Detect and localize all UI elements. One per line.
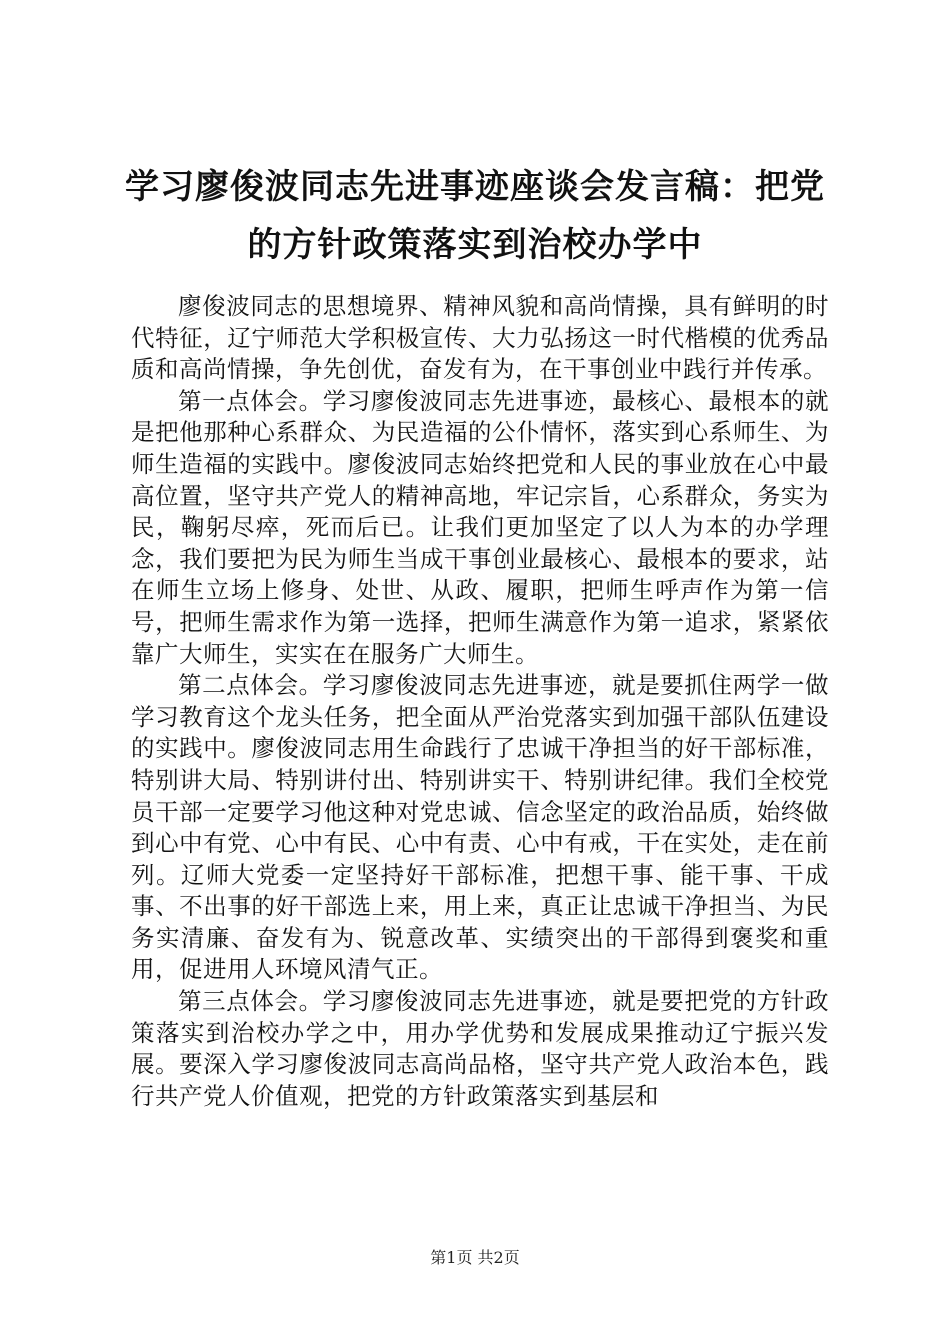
paragraph-intro: 廖俊波同志的思想境界、精神风貌和高尚情操，具有鲜明的时代特征，辽宁师范大学积极宣传、大力弘扬这一时代楷模的优秀品质和高尚情操，争先创优，奋发有为，在干事创业中践行并传承。 [131, 292, 829, 384]
paragraph-point-one: 第一点体会。学习廖俊波同志先进事迹，最核心、最根本的就是把他那种心系群众、为民造福的公仆情怀，落实到心系师生、为师生造福的实践中。廖俊波同志始终把党和人民的事业放在心中最高位置，坚守共产党人的精神高地，牢记宗旨，心系群众，务实为民，鞠躬尽瘁，死而后已。让我们更加坚定了以人为本的办学理念，我们要把为民为师生当成干事创业最核心、最根本的要求，站在师生立场上修身、处世、从政、履职，把师生呼声作为第一信号，把师生需求作为第一选择，把师生满意作为第一追求，紧紧依靠广大师生，实实在在服务广大师生。 [131, 386, 829, 668]
paragraph-point-three: 第三点体会。学习廖俊波同志先进事迹，就是要把党的方针政策落实到治校办学之中，用办学优势和发展成果推动辽宁振兴发展。要深入学习廖俊波同志高尚品格，坚守共产党人政治本色，践行共产党人价值观，把党的方针政策落实到基层和 [131, 987, 829, 1110]
document-body [131, 291, 829, 1112]
document-title: 学习廖俊波同志先进事迹座谈会发言稿：把党的方针政策落实到治校办学中 [125, 167, 825, 265]
page-number-footer: 第1页 共2页 [430, 1248, 520, 1267]
paragraph-point-two: 第二点体会。学习廖俊波同志先进事迹，就是要抓住两学一做学习教育这个龙头任务，把全面从严治党落实到加强干部队伍建设的实践中。廖俊波同志用生命践行了忠诚干净担当的好干部标准，特别讲大局、特别讲付出、特别讲实干、特别讲纪律。我们全校党员干部一定要学习他这种对党忠诚、信念坚定的政治品质，始终做到心中有党、心中有民、心中有责、心中有戒，干在实处，走在前列。辽师大党委一定坚持好干部标准，把想干事、能干事、干成事、不出事的好干部选上来，用上来，真正让忠诚干净担当、为民务实清廉、奋发有为、锐意改革、实绩突出的干部得到褒奖和重用，促进用人环境风清气正。 [131, 671, 829, 984]
